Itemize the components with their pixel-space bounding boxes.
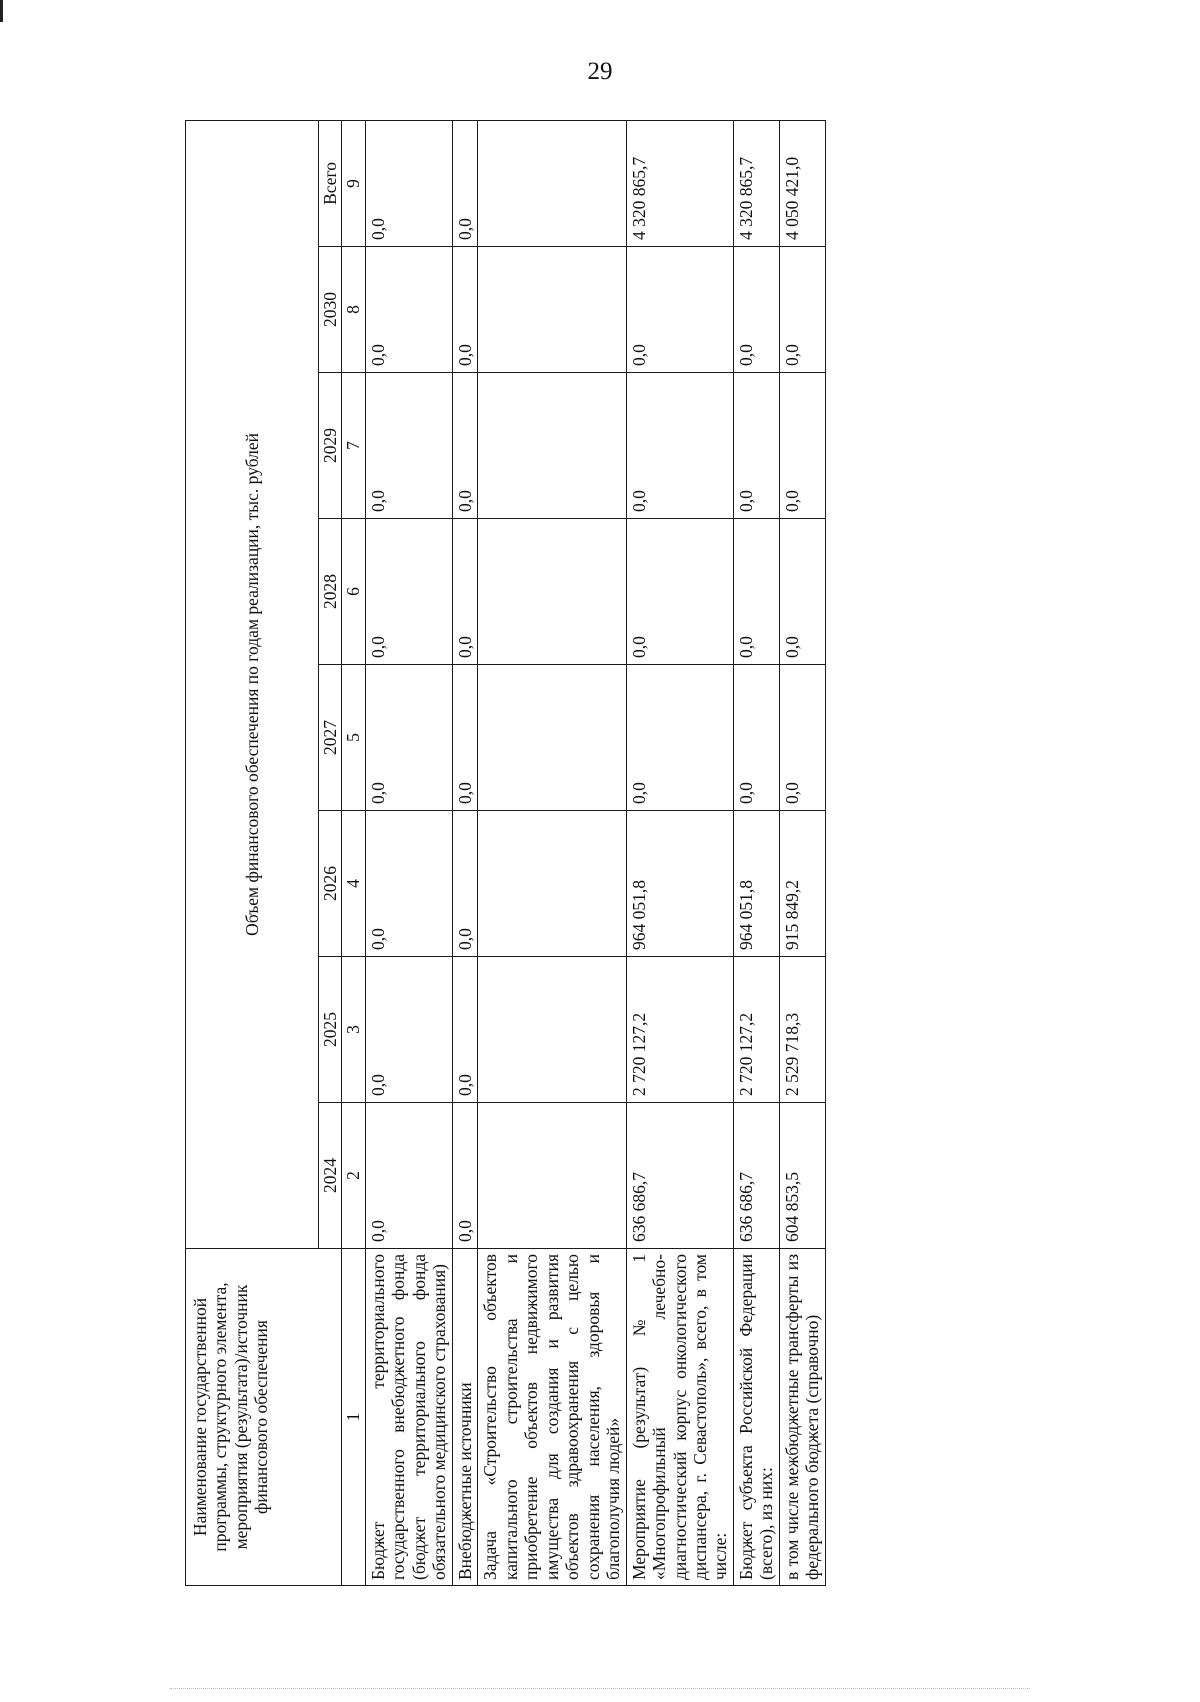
- column-number: 4: [342, 811, 365, 957]
- total-cell: 0,0: [365, 120, 452, 246]
- value-cell: 0,0: [365, 247, 452, 373]
- total-cell: 0,0: [452, 120, 477, 246]
- table-row: [626, 120, 733, 1585]
- value-cell: 0,0: [452, 519, 477, 665]
- year-header-2025: 2025: [319, 957, 342, 1103]
- column-number: 7: [342, 373, 365, 519]
- row-name: в том числе межбюджетные трансферты из федерального бюджета (справочно): [779, 1249, 825, 1586]
- row-name: Мероприятие (результат) № 1 «Многопрофильный лечебно-диагностический корпус онкологического диспансера, г. Севастополь», всего, в том числе:: [626, 1249, 733, 1586]
- value-cell: 0,0: [452, 665, 477, 811]
- value-cell: 0,0: [452, 247, 477, 373]
- value-cell: 0,0: [626, 665, 733, 811]
- value-cell: 915 849,2: [779, 811, 825, 957]
- value-cell: 964 051,8: [733, 811, 779, 957]
- table-row: [478, 120, 626, 1585]
- value-cell: 0,0: [733, 373, 779, 519]
- column-number: 3: [342, 957, 365, 1103]
- name-column-header: Наименование государственной программы, структурного элемента, мероприятия (результата)/источник финансового обеспечения: [186, 1249, 342, 1586]
- scan-edge-mark: [0, 0, 3, 22]
- value-cell: [478, 373, 626, 519]
- total-header: Всего: [319, 120, 342, 246]
- value-cell: [478, 247, 626, 373]
- value-cell: 0,0: [365, 373, 452, 519]
- value-cell: 0,0: [365, 1103, 452, 1249]
- value-cell: 2 720 127,2: [626, 957, 733, 1103]
- year-header-2029: 2029: [319, 373, 342, 519]
- value-cell: 604 853,5: [779, 1103, 825, 1249]
- value-cell: 0,0: [452, 1103, 477, 1249]
- value-cell: 0,0: [626, 373, 733, 519]
- total-cell: 4 050 421,0: [779, 120, 825, 246]
- year-header-2027: 2027: [319, 665, 342, 811]
- value-cell: 0,0: [452, 957, 477, 1103]
- value-cell: [478, 957, 626, 1103]
- value-cell: 0,0: [626, 519, 733, 665]
- value-cell: 0,0: [365, 519, 452, 665]
- volume-header: Объем финансового обеспечения по годам реализации, тыс. рублей: [186, 120, 319, 1248]
- value-cell: 0,0: [365, 957, 452, 1103]
- value-cell: 0,0: [733, 247, 779, 373]
- value-cell: [478, 519, 626, 665]
- value-cell: 0,0: [365, 665, 452, 811]
- row-name: Внебюджетные источники: [452, 1249, 477, 1586]
- column-number: 2: [342, 1103, 365, 1249]
- total-cell: 4 320 865,7: [733, 120, 779, 246]
- value-cell: 636 686,7: [626, 1103, 733, 1249]
- column-number: 1: [342, 1249, 365, 1586]
- rotated-table-container: [185, 121, 1045, 1586]
- year-header-2028: 2028: [319, 519, 342, 665]
- value-cell: 0,0: [779, 247, 825, 373]
- total-cell: [478, 120, 626, 246]
- table-row: [365, 120, 452, 1585]
- value-cell: [478, 665, 626, 811]
- value-cell: 964 051,8: [626, 811, 733, 957]
- value-cell: 0,0: [779, 665, 825, 811]
- value-cell: 0,0: [733, 665, 779, 811]
- value-cell: 0,0: [452, 373, 477, 519]
- column-number: 8: [342, 247, 365, 373]
- year-header-2026: 2026: [319, 811, 342, 957]
- value-cell: [478, 811, 626, 957]
- value-cell: 2 529 718,3: [779, 957, 825, 1103]
- value-cell: 0,0: [452, 811, 477, 957]
- row-name: Бюджет территориального государственного внебюджетного фонда (бюджет территориального фонда обязательного медицинского страхования): [365, 1249, 452, 1586]
- table-row: [779, 120, 825, 1585]
- row-name: Бюджет субъекта Российской Федерации (всего), из них:: [733, 1249, 779, 1586]
- value-cell: 2 720 127,2: [733, 957, 779, 1103]
- value-cell: 0,0: [733, 519, 779, 665]
- column-number: 9: [342, 120, 365, 246]
- scan-artifact-line: [170, 1688, 1030, 1692]
- total-cell: 4 320 865,7: [626, 120, 733, 246]
- column-number: 5: [342, 665, 365, 811]
- value-cell: 0,0: [626, 247, 733, 373]
- table-row: [733, 120, 779, 1585]
- year-header-2030: 2030: [319, 247, 342, 373]
- value-cell: 0,0: [365, 811, 452, 957]
- value-cell: 636 686,7: [733, 1103, 779, 1249]
- financing-table: [185, 120, 826, 1586]
- column-number: 6: [342, 519, 365, 665]
- value-cell: [478, 1103, 626, 1249]
- table-row: [452, 120, 477, 1585]
- value-cell: 0,0: [779, 373, 825, 519]
- page-number: 29: [587, 58, 613, 85]
- row-name: Задача «Строительство объектов капитального строительства и приобретение объектов недвижимого имущества для создания и развития объектов здравоохранения с целью сохранения населения, здоровья и благополучия людей»: [478, 1249, 626, 1586]
- value-cell: 0,0: [779, 519, 825, 665]
- year-header-2024: 2024: [319, 1103, 342, 1249]
